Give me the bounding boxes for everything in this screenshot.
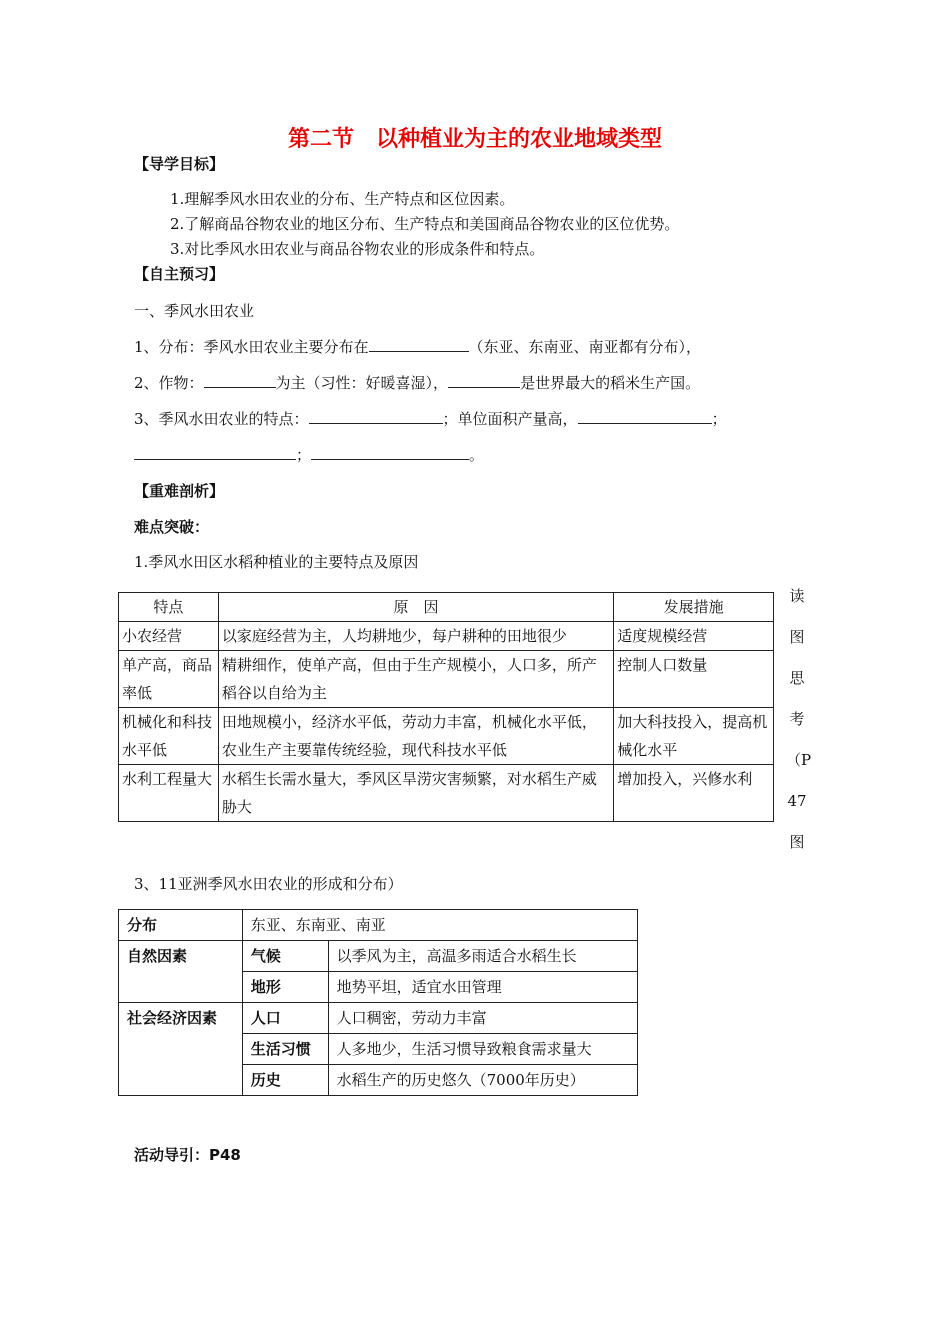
- header-feature: 特点: [119, 593, 219, 622]
- table-row: [119, 651, 774, 708]
- side-char: 读: [789, 587, 805, 605]
- table-2-title: 3、11亚洲季风水田农业的形成和分布）: [134, 875, 403, 893]
- value-distribution: 东亚、东南亚、南亚: [242, 910, 637, 941]
- table-row: [119, 941, 638, 972]
- analysis-subheading: 难点突破：: [134, 518, 210, 536]
- question-2-tail: 是世界最大的稻米生产国。: [520, 374, 701, 392]
- label-terrain: 地形: [242, 972, 328, 1003]
- question-1-text: 1、分布：季风水田农业主要分布在: [134, 338, 369, 356]
- question-2-hint: 为主（习性：好暖喜湿），: [275, 374, 449, 392]
- table-header-row: [119, 593, 774, 622]
- table-row: [119, 1003, 638, 1034]
- question-3-cont: [134, 443, 484, 465]
- value-habits: 人多地少，生活习惯导致粮食需求量大: [328, 1034, 637, 1065]
- table-row: [119, 708, 774, 765]
- preview-subheading: 一、季风水田农业: [134, 302, 255, 320]
- label-social-factors: 社会经济因素: [119, 1003, 243, 1096]
- cell-feature: 水利工程量大: [119, 765, 219, 822]
- label-distribution: 分布: [119, 910, 243, 941]
- label-history: 历史: [242, 1065, 328, 1096]
- blank-feature-1[interactable]: [309, 407, 443, 424]
- blank-feature-4[interactable]: [311, 443, 469, 460]
- cell-reason: 精耕细作，使单产高，但由于生产规模小，人口多，所产稻谷以自给为主: [218, 651, 613, 708]
- question-3-tail: ；: [711, 410, 727, 428]
- page-title: 第二节 以种植业为主的农业地域类型: [287, 127, 662, 152]
- cell-reason: 以家庭经营为主，人均耕地少，每户耕种的田地很少: [218, 622, 613, 651]
- label-climate: 气候: [242, 941, 328, 972]
- formation-table: [118, 909, 638, 1096]
- question-3: [134, 407, 727, 429]
- value-history: 水稻生产的历史悠久（7000年历史）: [328, 1065, 637, 1096]
- blank-feature-3[interactable]: [134, 443, 296, 460]
- header-reason: 原 因: [218, 593, 613, 622]
- cell-feature: 小农经营: [119, 622, 219, 651]
- value-population: 人口稠密，劳动力丰富: [328, 1003, 637, 1034]
- table-row: [119, 765, 774, 822]
- table-row: [119, 622, 774, 651]
- label-natural-factors: 自然因素: [119, 941, 243, 1003]
- side-char: 图: [789, 628, 805, 646]
- question-3-text: 3、季风水田农业的特点：: [134, 410, 309, 428]
- side-char: （P: [786, 751, 812, 769]
- question-1-hint: （东亚、东南亚、南亚都有分布），: [468, 338, 702, 356]
- cell-measure: 加大科技投入，提高机械化水平: [614, 708, 774, 765]
- side-char: 考: [789, 710, 805, 728]
- goals-heading: 【导学目标】: [134, 155, 225, 173]
- table-1-title: 1.季风水田区水稻种植业的主要特点及原因: [134, 553, 419, 571]
- question-2-text: 2、作物：: [134, 374, 204, 392]
- analysis-heading: 【重难剖析】: [134, 482, 225, 500]
- question-3-mid: ；单位面积产量高，: [442, 410, 578, 428]
- cell-measure: 增加投入，兴修水利: [614, 765, 774, 822]
- side-char: 思: [789, 669, 805, 687]
- question-1: [134, 335, 701, 357]
- blank-crop[interactable]: [204, 371, 276, 388]
- activity-guide: 活动导引：P48: [134, 1146, 241, 1164]
- goal-item-3: 3.对比季风水田农业与商品谷物农业的形成条件和特点。: [170, 240, 545, 258]
- blank-feature-2[interactable]: [578, 407, 712, 424]
- cell-feature: 机械化和科技水平低: [119, 708, 219, 765]
- value-terrain: 地势平坦，适宜水田管理: [328, 972, 637, 1003]
- question-2: [134, 371, 700, 393]
- cell-reason: 水稻生长需水量大，季风区旱涝灾害频繁，对水稻生产威胁大: [218, 765, 613, 822]
- header-measures: 发展措施: [614, 593, 774, 622]
- blank-distribution[interactable]: [369, 335, 469, 352]
- cell-reason: 田地规模小，经济水平低，劳动力丰富，机械化水平低，农业生产主要靠传统经验，现代科技水平低: [218, 708, 613, 765]
- side-char: 47: [787, 792, 807, 810]
- label-habits: 生活习惯: [242, 1034, 328, 1065]
- label-population: 人口: [242, 1003, 328, 1034]
- goal-item-1: 1.理解季风水田农业的分布、生产特点和区位因素。: [170, 190, 515, 208]
- value-climate: 以季风为主，高温多雨适合水稻生长: [328, 941, 637, 972]
- question-3-end: 。: [469, 446, 485, 464]
- goal-item-2: 2.了解商品谷物农业的地区分布、生产特点和美国商品谷物农业的区位优势。: [170, 215, 680, 233]
- cell-measure: 适度规模经营: [614, 622, 774, 651]
- cell-feature: 单产高，商品率低: [119, 651, 219, 708]
- features-table: [118, 592, 774, 822]
- table-row: [119, 910, 638, 941]
- blank-country[interactable]: [448, 371, 520, 388]
- side-note-vertical: [786, 582, 812, 869]
- cell-measure: 控制人口数量: [614, 651, 774, 708]
- preview-heading: 【自主预习】: [134, 265, 225, 283]
- side-char: 图: [789, 833, 805, 851]
- question-3-sep: ；: [296, 446, 312, 464]
